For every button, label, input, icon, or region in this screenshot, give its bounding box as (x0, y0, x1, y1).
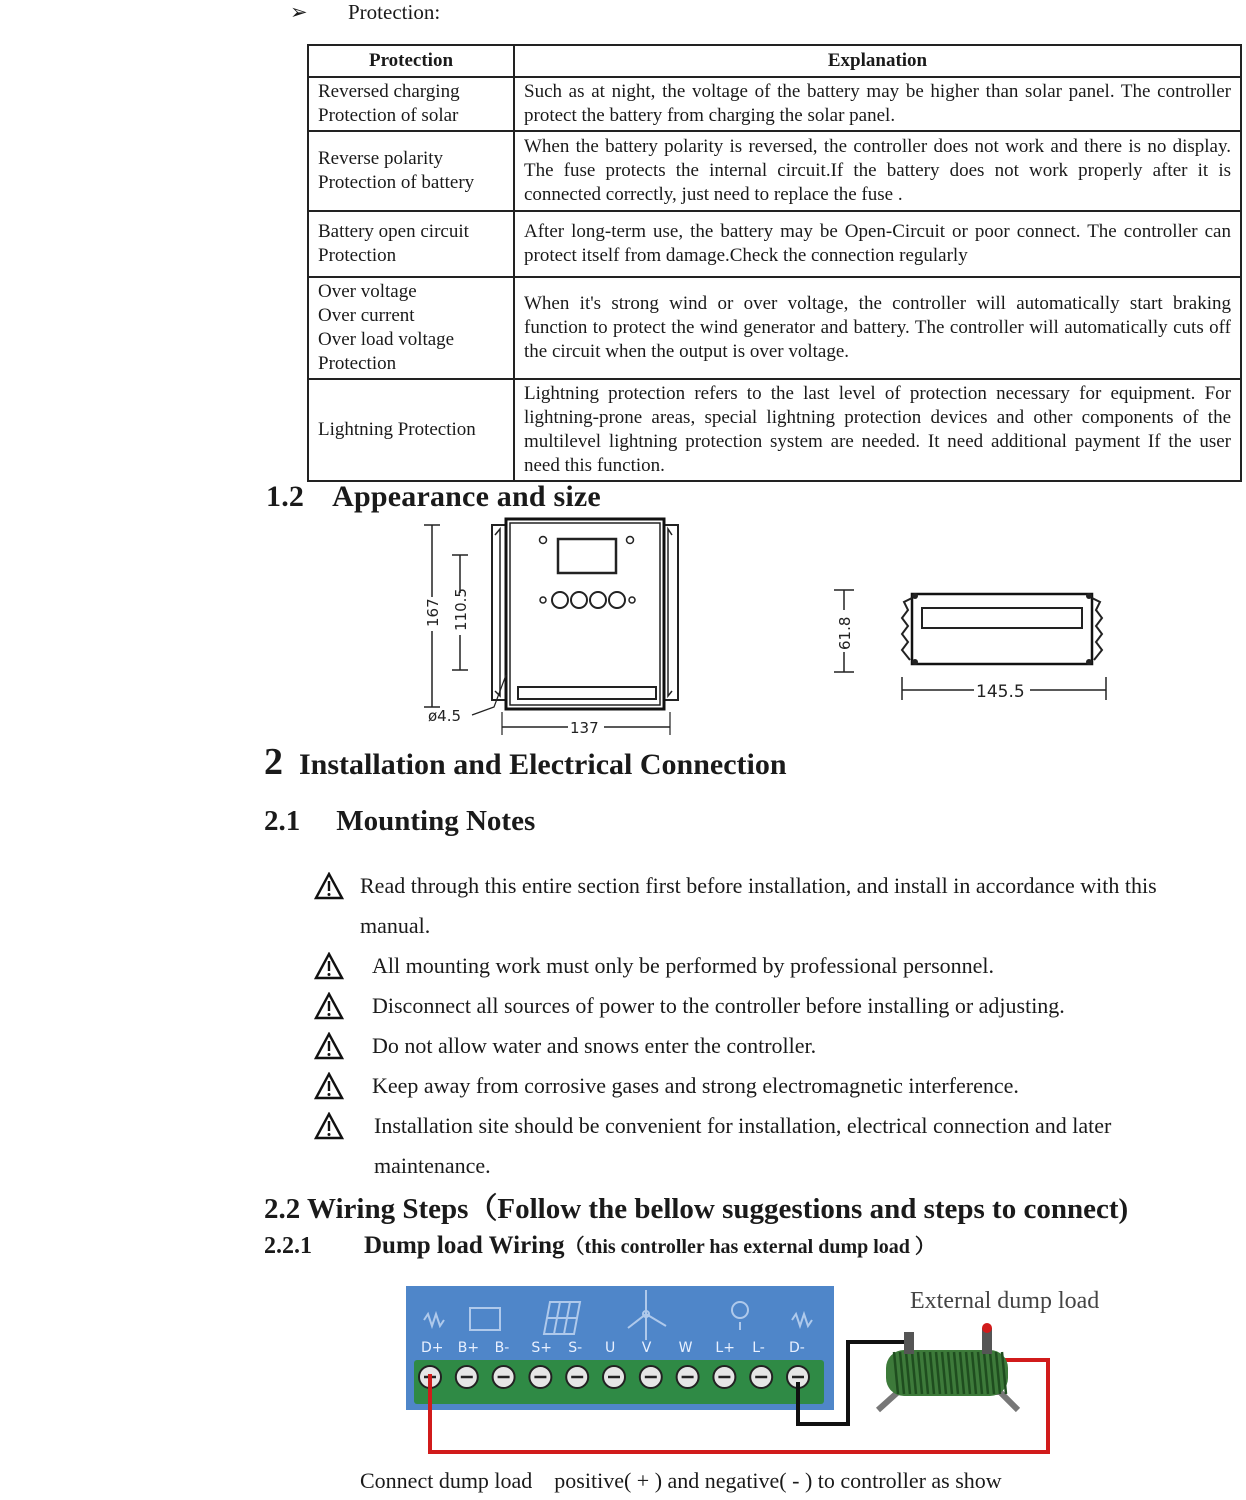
protection-line: Battery open circuit (318, 221, 469, 242)
protection-line: Protection (318, 245, 397, 266)
explanation-cell: Lightning protection refers to the last level of protection necessary for equipment. For lightning-prone areas, special lightning protection devices and other components of the multilevel lightning protection system are needed. It need additional payment If the user need this function. (514, 379, 1241, 481)
warning-icon (314, 1072, 344, 1100)
dump-load-resistor (878, 1323, 1018, 1410)
section-title: Dump load Wiring (364, 1232, 565, 1259)
note-text-continued: manual. (360, 913, 431, 938)
protection-line: Lightning Protection (318, 419, 476, 440)
protection-line: Protection of solar (318, 105, 459, 126)
protection-line: Over current (318, 305, 415, 326)
table-row (308, 77, 1241, 131)
dim-height-inner: 110.5 (452, 588, 470, 631)
warning-icon (314, 1032, 344, 1060)
table-row (308, 277, 1241, 379)
dim-side-width: 145.5 (976, 682, 1025, 702)
dim-width: 137 (570, 719, 599, 737)
terminal-label: D+ (421, 1340, 444, 1356)
protection-cell (308, 211, 514, 277)
warning-icon (314, 992, 344, 1020)
note-text: All mounting work must only be performed by professional personnel. (372, 953, 995, 978)
header-protection: Protection (308, 45, 514, 77)
section-1-2-heading (266, 480, 601, 514)
protection-bullet (290, 0, 440, 25)
protection-line: Protection of battery (318, 172, 475, 193)
table-header-row (308, 45, 1241, 77)
explanation-cell: After long-term use, the battery may be Open-Circuit or poor connect. The controller can protect itself from damage.Check the connection regularly (514, 211, 1241, 277)
note-text: Do not allow water and snows enter the controller. (372, 1033, 817, 1058)
terminal-label: U (605, 1340, 616, 1356)
note-text: Read through this entire section first before installation, and install in accordance with this (360, 873, 1157, 898)
terminal-label: D- (789, 1340, 805, 1356)
dump-load-wiring-diagram (400, 1282, 1140, 1462)
protection-cell (308, 277, 514, 379)
explanation-cell: When it's strong wind or over voltage, the controller will automatically start braking function to protect the wind generator and battery. The controller will automatically cuts off the circuit when the output is over voltage. (514, 277, 1241, 379)
mounting-note (314, 1066, 1229, 1106)
section-number: 2.2.1 (264, 1233, 312, 1259)
protection-line: Reversed charging (318, 81, 460, 102)
mounting-note (314, 1106, 1229, 1186)
terminal-label: W (678, 1340, 693, 1356)
protection-line: Reverse polarity (318, 148, 444, 169)
dim-depth: 61.8 (836, 616, 854, 650)
protection-bullet-text: Protection: (348, 0, 441, 24)
dump-load-label: External dump load (910, 1288, 1100, 1314)
protection-line: Over load voltage (318, 329, 455, 350)
protection-line: Over voltage (318, 281, 417, 302)
section-number: 2 (264, 741, 283, 783)
wiring-caption: Connect dump load positive( + ) and negative( - ) to controller as show (360, 1468, 1002, 1493)
note-text: Disconnect all sources of power to the controller before installing or adjusting. (372, 993, 1065, 1018)
mounting-note (314, 866, 1229, 946)
dim-height-total: 167 (424, 598, 442, 627)
dim-hole: ø4.5 (428, 707, 462, 725)
mounting-note (314, 986, 1229, 1026)
section-number: 1.2 (266, 480, 305, 513)
section-2-2-heading: 2.2 Wiring Steps（Follow the bellow suggestions and steps to connect) (264, 1193, 1129, 1225)
table-row (308, 211, 1241, 277)
section-title: Mounting Notes (336, 805, 536, 837)
protection-line: Protection (318, 353, 397, 374)
table-row (308, 379, 1241, 481)
front-view-drawing (410, 515, 710, 740)
protection-cell (308, 379, 514, 481)
mounting-note (314, 946, 1229, 986)
section-note: （this controller has external dump load ） (564, 1236, 935, 1258)
section-2-2-1-heading (264, 1230, 935, 1260)
section-title: Installation and Electrical Connection (299, 748, 787, 781)
section-2-heading (264, 740, 787, 784)
terminal-label: S+ (531, 1340, 553, 1356)
warning-icon (314, 1112, 344, 1140)
note-text: Keep away from corrosive gases and strong electromagnetic interference. (372, 1073, 1019, 1098)
terminal-label: B- (494, 1340, 510, 1356)
explanation-cell: Such as at night, the voltage of the battery may be higher than solar panel. The controller protect the battery from charging the solar panel. (514, 77, 1241, 131)
terminal-label: L+ (715, 1340, 735, 1356)
terminal-label: L- (752, 1340, 765, 1356)
section-number: 2.1 (264, 805, 301, 837)
terminal-label: V (641, 1340, 652, 1356)
table-row (308, 131, 1241, 211)
terminal-label: S- (568, 1340, 583, 1356)
mounting-note (314, 1026, 1229, 1066)
protection-cell (308, 131, 514, 211)
section-title: Appearance and size (332, 480, 601, 513)
warning-icon (314, 952, 344, 980)
arrow-bullet-icon: ➢ (290, 0, 308, 24)
warning-icon (314, 872, 344, 900)
header-explanation: Explanation (514, 45, 1241, 77)
section-2-1-heading (264, 805, 535, 838)
protection-cell (308, 77, 514, 131)
terminal-label: B+ (457, 1340, 480, 1356)
note-text: Installation site should be convenient for installation, electrical connection and later (374, 1113, 1112, 1138)
protection-table (307, 44, 1242, 482)
side-view-drawing (826, 582, 1116, 702)
explanation-cell: When the battery polarity is reversed, the controller does not work and there is no display. The fuse protects the internal circuit.If the battery does not work properly after it is connected correctly, just need to replace the fuse . (514, 131, 1241, 211)
note-text-continued: maintenance. (374, 1153, 491, 1178)
